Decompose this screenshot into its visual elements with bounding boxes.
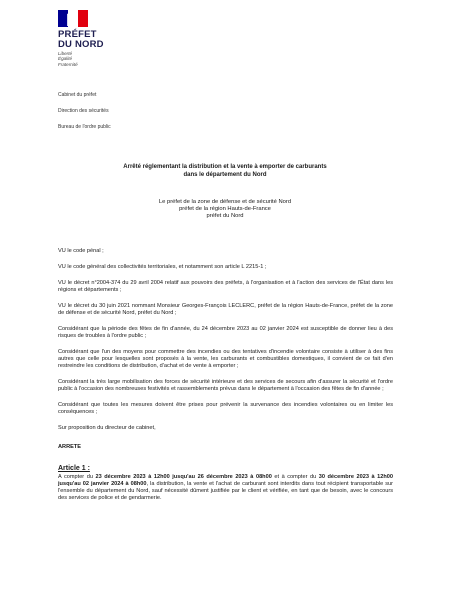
considerant-moyens: Considérant que l'un des moyens pour commettre des incendies ou des tentatives d'incendie volontaire consiste à utiliser à des fins autres que celle pour lesquelles sont proposés à la vente, les carburants et combustibles domestiques, il convient de ce fait d'en restreindre les conditions de distribution, d'achat et de vente à emporter ; — [58, 349, 393, 369]
logo-title — [58, 30, 138, 50]
author-line3: préfet du Nord — [206, 213, 244, 220]
sur-proposition: Sur proposition du directeur de cabinet, — [58, 425, 156, 431]
article1-title: Article 1 : — [58, 465, 90, 472]
article1-period2: 30 décembre 2023 à 12h00 jusqu'au 02 janvier 2024 à 08h00 — [58, 474, 393, 487]
author-block — [60, 199, 390, 221]
document-body — [58, 248, 393, 511]
visa-code-penal: VU le code pénal ; — [58, 248, 104, 254]
marianne-flag-icon — [58, 10, 88, 27]
author-line1: Le préfet de la zone de défense et de sécurité Nord — [158, 199, 292, 205]
prefet-logo — [58, 10, 138, 67]
considerant-mobilisation: Considérant la très large mobilisation des forces de sécurité intérieure et des services de secours afin d'assurer la sécurité et l'ordre public à l'occasion des nombreuses festivités et rassemblements prévus dans le département à l'occasion des fêtes de fin d'année ; — [58, 379, 393, 392]
title-line1: Arrêté réglementant la distribution et la vente à emporter de carburants — [123, 164, 327, 170]
motto — [58, 51, 138, 67]
author-line2: préfet de la région Hauts-de-France — [179, 206, 271, 213]
considerant-periode: Considérant que la période des fêtes de fin d'année, du 24 décembre 2023 au 02 janvier 2024 est susceptible de donner lieu à des risques de troubles à l'ordre public ; — [58, 326, 393, 339]
document-title — [60, 164, 390, 179]
service-cabinet: Cabinet du préfet — [58, 92, 97, 98]
visa-decret-2004: VU le décret n°2004-374 du 29 avril 2004 relatif aux pouvoirs des préfets, à l'organisation et à l'action des services de l'État dans les régions et départements ; — [58, 280, 393, 293]
motto-line1: Liberté — [58, 51, 73, 56]
article1-text — [58, 474, 393, 502]
article1-text-part1: A compter du — [58, 474, 96, 480]
service-bureau: Bureau de l'ordre public — [58, 124, 111, 130]
article1-text-part2: et à compter du — [271, 474, 319, 480]
title-line2: dans le département du Nord — [183, 171, 267, 178]
service-direction: Direction des sécurités — [58, 108, 109, 114]
logo-title-line2: DU NORD — [58, 39, 104, 50]
article1-period1: 23 décembre 2023 à 12h00 jusqu'au 26 décembre 2023 à 08h00 — [95, 474, 272, 480]
considerant-mesures: Considérant que toutes les mesures doivent être prises pour prévenir la survenance des incendies volontaires ou en limiter les conséquences ; — [58, 402, 393, 415]
motto-line2: Égalité — [58, 56, 73, 62]
arrete-heading: ARRETE — [58, 444, 81, 450]
motto-line3: Fraternité — [58, 61, 78, 67]
services-block — [58, 92, 111, 140]
visa-cgct: VU le code général des collectivités territoriales, et notamment son article L 2215-1 ; — [58, 264, 267, 270]
logo-title-line1: PRÉFET — [58, 29, 97, 40]
visa-decret-2021: VU le décret du 30 juin 2021 nommant Monsieur Georges-François LECLERC, préfet de la région Hauts-de-France, préfet de la zone de défense et de sécurité Nord, préfet du Nord ; — [58, 303, 393, 316]
article1-text-part3: , la distribution, la vente et l'achat de carburant sont interdits dans tout récipient transportable sur l'ensemble du département du Nord, sauf nécessité dûment justifiée par le client et vérifiée, en tant que de besoin, avec le concours des services de police et de gendarmerie. — [58, 481, 394, 501]
